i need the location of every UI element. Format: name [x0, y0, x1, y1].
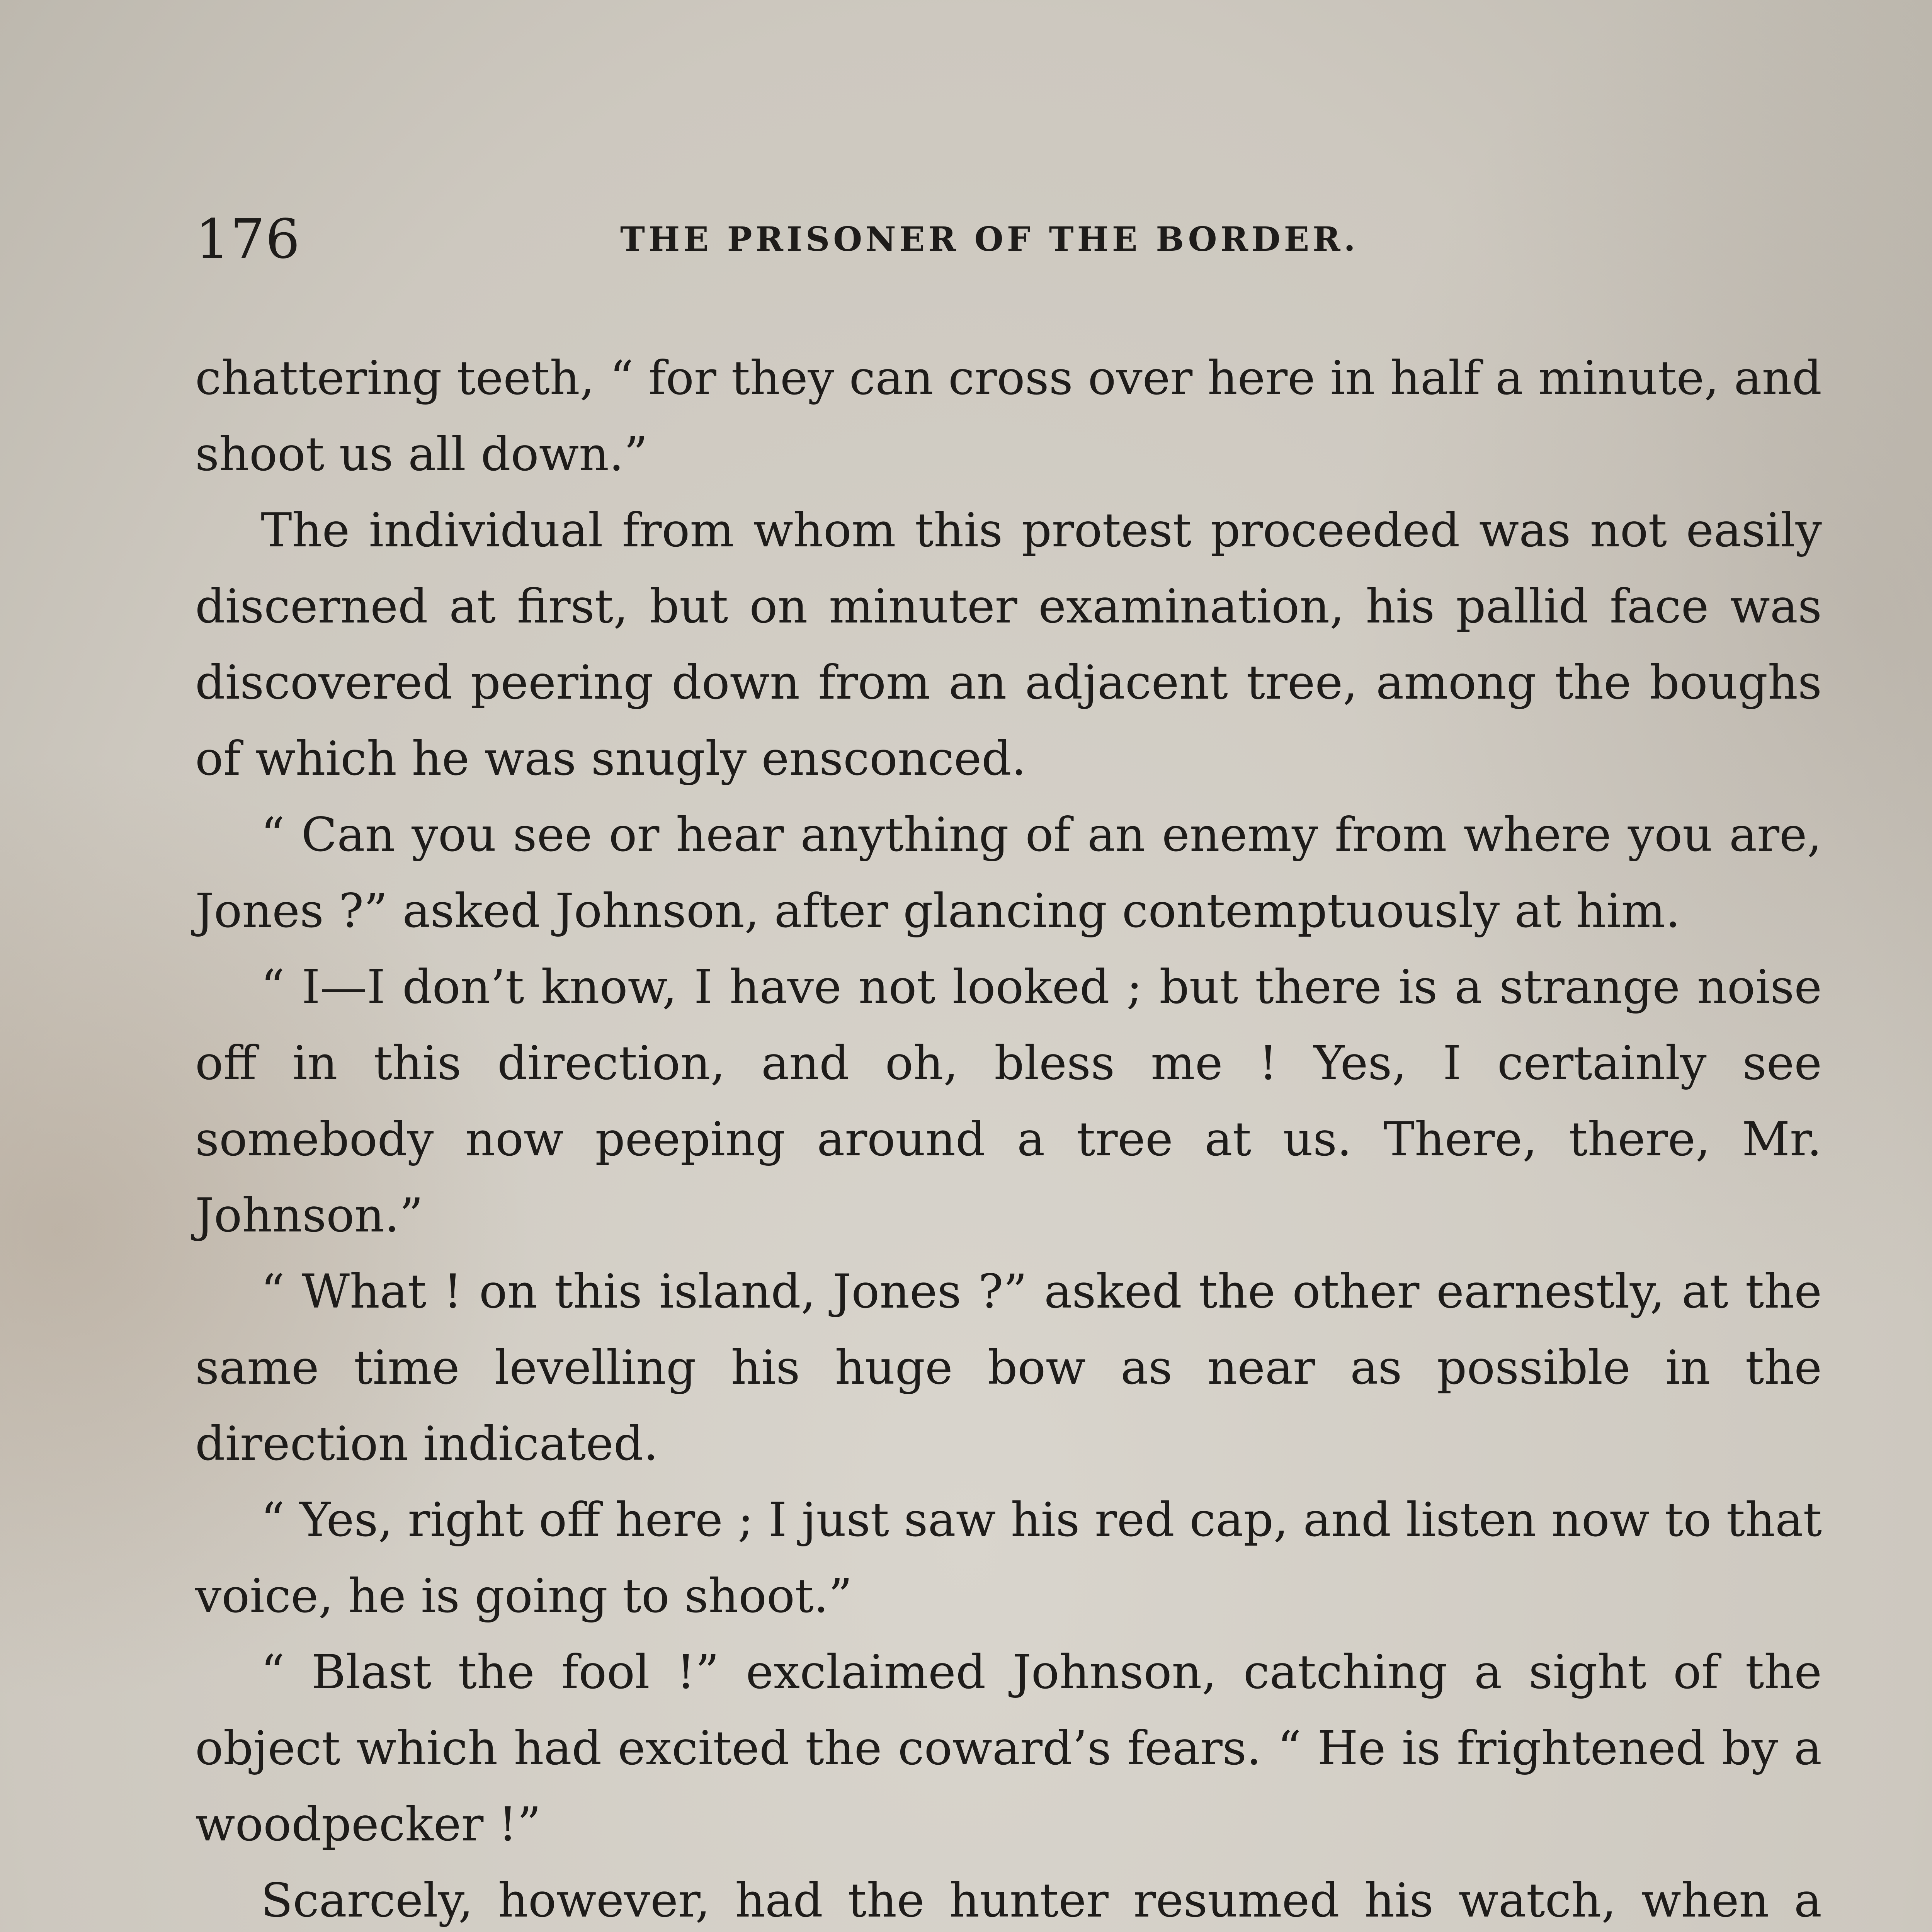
paragraph: Scarcely, however, had the hunter resumed his watch, when a: [261, 1873, 1822, 1928]
page-header: [195, 201, 1818, 278]
paragraph: chattering teeth, “ for they can cross over here in half a minute, and shoot us all down.”: [195, 351, 1822, 481]
paragraph: “ Can you see or hear anything of an enemy from where you are, Jones ?” asked Johnson, after glancing contemptuously at him.: [195, 808, 1822, 938]
body-text: [195, 340, 1822, 1932]
page-number: 176: [195, 208, 301, 271]
paragraph: “ I—I don’t know, I have not looked ; but there is a strange noise off in this direction, and oh, bless me ! Yes, I certainly see somebody now peeping around a tree at us. There, there, Mr. Johnson.”: [195, 960, 1822, 1243]
paragraph: “ Blast the fool !” exclaimed Johnson, catching a sight of the object which had excited the coward’s fears. “ He is frightened by a woodpecker !”: [195, 1645, 1822, 1852]
paragraph: “ What ! on this island, Jones ?” asked the other earnestly, at the same time levelling his huge bow as near as possible in the direction indicated.: [195, 1264, 1822, 1471]
paragraph: The individual from whom this protest proceeded was not easily discerned at first, but on minuter examination, his pallid face was discovered peering down from an adjacent tree, among the boughs of which he was snugly ensconced.: [195, 503, 1822, 786]
paragraph: “ Yes, right off here ; I just saw his red cap, and listen now to that voice, he is going to shoot.”: [195, 1493, 1822, 1623]
running-head: THE PRISONER OF THE BORDER.: [620, 220, 1359, 259]
